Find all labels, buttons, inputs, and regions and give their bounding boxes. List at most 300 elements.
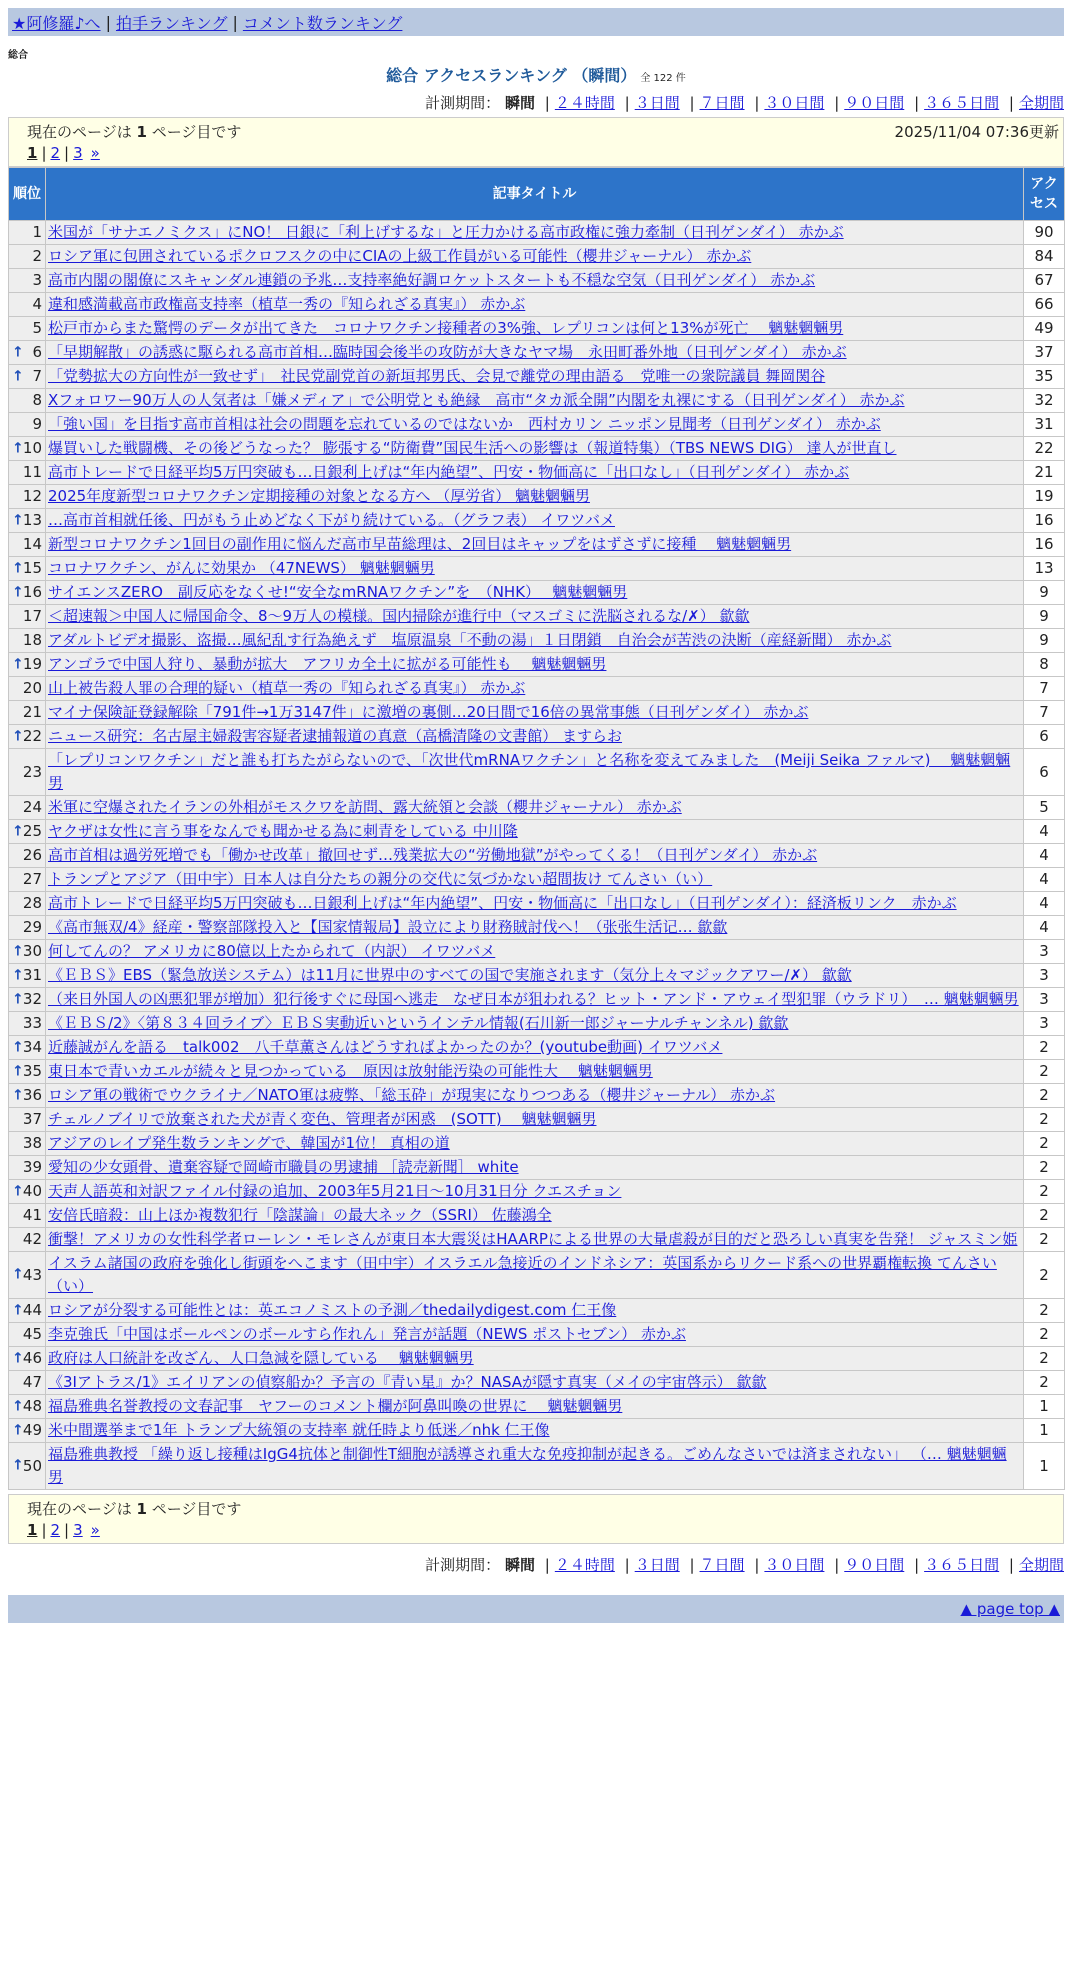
access-count: 19: [1024, 485, 1065, 509]
access-count: 2: [1024, 1371, 1065, 1395]
page-next[interactable]: »: [90, 144, 100, 162]
title-cell: [46, 701, 1024, 725]
access-count: 1: [1024, 1419, 1065, 1443]
article-link[interactable]: 違和感満載高市政権高支持率（植草一秀の『知られざる真実』） 赤かぶ: [48, 295, 526, 313]
period-30d[interactable]: ３０日間: [764, 1556, 825, 1574]
title-cell: [46, 1395, 1024, 1419]
rank-cell: [9, 868, 46, 892]
up-arrow-icon: ↑: [12, 512, 24, 528]
page-current: 1: [27, 1521, 38, 1539]
table-row: [9, 701, 1065, 725]
article-link[interactable]: 山上被告殺人罪の合理的疑い（植草一秀の『知られざる真実』） 赤かぶ: [48, 679, 526, 697]
article-link[interactable]: アジアのレイプ発生数ランキングで、韓国が1位！ 真相の道: [48, 1134, 450, 1152]
period-365d[interactable]: ３６５日間: [924, 1556, 1000, 1574]
rank-number: 47: [22, 1373, 42, 1391]
rank-cell: [9, 221, 46, 245]
table-row: [9, 749, 1065, 796]
period-current: 瞬間: [504, 1556, 535, 1574]
comment-ranking-link[interactable]: コメント数ランキング: [242, 13, 403, 33]
up-arrow-icon: ↑: [12, 1063, 24, 1079]
title-cell: [46, 1228, 1024, 1252]
access-count: 2: [1024, 1084, 1065, 1108]
article-link[interactable]: 《高市無双/4》経産・警察部隊投入と【国家情報局】設立により財務賊討伐へ！（张张生活记… 歙歙: [48, 918, 728, 936]
rank-number: 34: [22, 1038, 42, 1056]
article-link[interactable]: 李克強氏「中国はボールペンのボールすら作れん」発言が話題（NEWS ポストセブン） 赤かぶ: [48, 1325, 686, 1343]
title-cell: [46, 485, 1024, 509]
up-arrow-icon: ↑: [12, 1087, 24, 1103]
article-link[interactable]: ロシア軍に包囲されているポクロフスクの中にCIAの上級工作員がいる可能性（櫻井ジャーナル） 赤かぶ: [48, 247, 752, 265]
rank-cell: [9, 581, 46, 605]
ranking-rows: [9, 221, 1065, 1490]
table-row: [9, 605, 1065, 629]
period-selector-bottom: 計測期間： 瞬間 | ２４時間 | ３日間 | ７日間 | ３０日間 | ９０日間 | ３６５日間 | 全期間: [425, 1556, 1064, 1574]
rank-number: 37: [22, 1110, 42, 1128]
article-link[interactable]: サイエンスZERO 副反応をなくせ!“安全なmRNAワクチン”を （NHK） 魑魅魍魎男: [48, 583, 628, 601]
access-count: 4: [1024, 916, 1065, 940]
pager-panel-top: [8, 117, 1064, 167]
table-row: [9, 1395, 1065, 1419]
col-rank-header: 順位: [9, 168, 46, 221]
table-row: [9, 653, 1065, 677]
rank-cell: [9, 1060, 46, 1084]
article-link[interactable]: イスラム諸国の政府を強化し街頭をへこます（田中宇）イスラエル急接近のインドネシア：英国系からリクード系への世界覇権転換 てんさい（い）: [48, 1254, 997, 1295]
article-link[interactable]: （来日外国人の凶悪犯罪が増加）犯行後すぐに母国へ逃走 なぜ日本が狙われる？ヒット・アンド・アウェイ型犯罪（ウラドリ） … 魑魅魍魎男: [48, 990, 1019, 1008]
access-count: 90: [1024, 221, 1065, 245]
rank-number: 14: [22, 535, 42, 553]
period-3d[interactable]: ３日間: [634, 1556, 680, 1574]
up-arrow-icon: ↑: [12, 1398, 24, 1414]
access-count: 2: [1024, 1036, 1065, 1060]
table-row: [9, 1132, 1065, 1156]
article-link[interactable]: アンゴラで中国人狩り、暴動が拡大 アフリカ全土に拡がる可能性も 魑魅魍魎男: [48, 655, 607, 673]
title-cell: [46, 892, 1024, 916]
access-count: 4: [1024, 820, 1065, 844]
access-count: 2: [1024, 1323, 1065, 1347]
rank-number: 20: [22, 679, 42, 697]
col-title-header: 記事タイトル: [46, 168, 1024, 221]
article-link[interactable]: 「レプリコンワクチン」だと誰も打ちたがらないので、「次世代mRNAワクチン」と名称を変えてみました (Meiji Seika ファルマ) 魑魅魍魎男: [48, 751, 1011, 792]
access-count: 66: [1024, 293, 1065, 317]
access-count: 9: [1024, 605, 1065, 629]
col-access-header: アクセス: [1024, 168, 1065, 221]
article-link[interactable]: …高市首相就任後、円がもう止めどなく下がり続けている。（グラフ表） イワツバメ: [48, 511, 615, 529]
rank-cell: [9, 341, 46, 365]
rank-cell: [9, 317, 46, 341]
article-link[interactable]: コロナワクチン、がんに効果か （47NEWS） 魑魅魍魎男: [48, 559, 435, 577]
access-count: 8: [1024, 653, 1065, 677]
item-count: 全 122 件: [640, 73, 686, 84]
title-cell: [46, 413, 1024, 437]
table-row: [9, 1299, 1065, 1323]
table-row: [9, 1012, 1065, 1036]
article-link[interactable]: アダルトビデオ撮影、盗撮…風紀乱す行為絶えず 塩原温泉「不動の湯」１日閉鎖 自治会が苦渋の決断（産経新聞） 赤かぶ: [48, 631, 892, 649]
access-count: 3: [1024, 940, 1065, 964]
rank-cell: [9, 1012, 46, 1036]
period-90d[interactable]: ９０日間: [844, 94, 905, 112]
title-cell: [46, 1036, 1024, 1060]
title-cell: [46, 1132, 1024, 1156]
article-link[interactable]: 「早期解散」の誘惑に駆られる高市首相…臨時国会後半の攻防が大きなヤマ場 永田町番外地（日刊ゲンダイ） 赤かぶ: [48, 343, 847, 361]
rank-number: 33: [22, 1014, 42, 1032]
up-arrow-icon: ↑: [12, 1183, 24, 1199]
article-link[interactable]: 衝撃！アメリカの女性科学者ローレン・モレさんが東日本大震災はHAARPによる世界の大量虐殺が目的だと恐ろしい真実を告発！ ジャスミン姫: [48, 1230, 1018, 1248]
table-row: [9, 892, 1065, 916]
title-cell: [46, 916, 1024, 940]
rank-number: 30: [22, 942, 42, 960]
up-arrow-icon: ↑: [12, 728, 24, 744]
article-link[interactable]: マイナ保険証登録解除「791件→1万3147件」に激増の裏側…20日間で16倍の異常事態（日刊ゲンダイ） 赤かぶ: [48, 703, 809, 721]
period-7d[interactable]: ７日間: [699, 1556, 745, 1574]
table-row: [9, 1060, 1065, 1084]
article-link[interactable]: 米中間選挙まで1年 トランプ大統領の支持率 就任時より低迷／nhk 仁王像: [48, 1421, 550, 1439]
access-count: 9: [1024, 581, 1065, 605]
article-link[interactable]: 福島雅典教授 「繰り返し接種はIgG4抗体と制御性T細胞が誘導され重大な免疫抑制が起きる。ごめんなさいでは済まされない」 （… 魑魅魍魎男: [48, 1445, 1007, 1486]
period-all[interactable]: 全期間: [1018, 94, 1064, 112]
up-arrow-icon: ↑: [12, 967, 24, 983]
table-row: [9, 437, 1065, 461]
up-arrow-icon: ↑: [12, 344, 24, 360]
rank-number: 40: [22, 1182, 42, 1200]
rank-number: 27: [22, 870, 42, 888]
access-count: 1: [1024, 1395, 1065, 1419]
page-next[interactable]: »: [90, 1521, 100, 1539]
rank-cell: [9, 461, 46, 485]
title-cell: [46, 1108, 1024, 1132]
up-arrow-icon: ↑: [12, 368, 24, 384]
access-count: 7: [1024, 677, 1065, 701]
rank-cell: [9, 557, 46, 581]
ranking-table: [8, 167, 1065, 1490]
access-count: 2: [1024, 1252, 1065, 1299]
article-link[interactable]: 「強い国」を目指す高市首相は社会の問題を忘れているのではないか 西村カリン ニッポン見聞考（日刊ゲンダイ） 赤かぶ: [48, 415, 881, 433]
rank-number: 22: [22, 727, 42, 745]
title-cell: [46, 940, 1024, 964]
article-link[interactable]: ヤクザは女性に言う事をなんでも聞かせる為に刺青をしている 中川隆: [48, 822, 518, 840]
article-link[interactable]: 愛知の少女頭骨、遺棄容疑で岡崎市職員の男逮捕 ［読売新聞］ white: [48, 1158, 519, 1176]
period-24h[interactable]: ２４時間: [554, 1556, 615, 1574]
period-30d[interactable]: ３０日間: [764, 94, 825, 112]
access-count: 4: [1024, 844, 1065, 868]
up-arrow-icon: ↑: [12, 656, 24, 672]
rank-cell: [9, 437, 46, 461]
page-status-bottom: 現在のページは 1 ページ目です: [27, 1499, 242, 1518]
article-link[interactable]: 安倍氏暗殺：山上ほか複数犯行「陰謀論」の最大ネック（SSRI） 佐藤鴻全: [48, 1206, 552, 1224]
title-cell: [46, 1419, 1024, 1443]
access-count: 2: [1024, 1132, 1065, 1156]
title-cell: [46, 844, 1024, 868]
article-link[interactable]: 福島雅典名誉教授の文春記事 ヤフーのコメント欄が阿鼻叫喚の世界に 魑魅魍魎男: [48, 1397, 623, 1415]
rank-cell: [9, 1180, 46, 1204]
rank-cell: [9, 485, 46, 509]
article-link[interactable]: 《ＥＢＳ》EBS（緊急放送システム）は11月に世界中のすべての国で実施されます（気分上々マジックアワー/✗） 歙歙: [48, 966, 852, 984]
footer-bar: [8, 1595, 1064, 1623]
table-row: [9, 509, 1065, 533]
table-row: [9, 796, 1065, 820]
title-cell: [46, 461, 1024, 485]
access-count: 2: [1024, 1228, 1065, 1252]
page-link-3[interactable]: 3: [73, 1521, 83, 1539]
access-count: 3: [1024, 988, 1065, 1012]
article-link[interactable]: 爆買いした戦闘機、その後どうなった？ 膨張する“防衛費”国民生活への影響は（報道特集）（TBS NEWS DIG） 達人が世直し: [48, 439, 897, 457]
rank-cell: [9, 1228, 46, 1252]
article-link[interactable]: 2025年度新型コロナワクチン定期接種の対象となる方へ （厚労省） 魑魅魍魎男: [48, 487, 590, 505]
table-row: [9, 988, 1065, 1012]
access-count: 21: [1024, 461, 1065, 485]
period-24h[interactable]: ２４時間: [554, 94, 615, 112]
access-count: 6: [1024, 749, 1065, 796]
page-link-2[interactable]: 2: [50, 1521, 61, 1539]
rank-number: 2: [32, 247, 42, 265]
table-row: [9, 1108, 1065, 1132]
access-count: 16: [1024, 533, 1065, 557]
rank-cell: [9, 245, 46, 269]
title-cell: [46, 1012, 1024, 1036]
article-link[interactable]: 高市首相は過労死増でも「働かせ改革」撤回せず…残業拡大の“労働地獄”がやってくる！（日刊ゲンダイ） 赤かぶ: [48, 846, 818, 864]
rank-number: 36: [22, 1086, 42, 1104]
article-link[interactable]: 米軍に空爆されたイランの外相がモスクワを訪問、露大統領と会談（櫻井ジャーナル） 赤かぶ: [48, 798, 682, 816]
rank-cell: [9, 269, 46, 293]
access-count: 32: [1024, 389, 1065, 413]
title-cell: [46, 437, 1024, 461]
rank-cell: [9, 749, 46, 796]
clap-ranking-link[interactable]: 拍手ランキング: [115, 13, 228, 33]
access-count: 22: [1024, 437, 1065, 461]
rank-cell: [9, 1371, 46, 1395]
article-link[interactable]: 米国が「サナエノミクス」にNO！ 日銀に「利上げするな」と圧力かける高市政権に強力牽制（日刊ゲンダイ） 赤かぶ: [48, 223, 844, 241]
rank-cell: [9, 916, 46, 940]
period-365d[interactable]: ３６５日間: [924, 94, 1000, 112]
access-count: 67: [1024, 269, 1065, 293]
title-cell: [46, 820, 1024, 844]
rank-number: 31: [22, 966, 42, 984]
table-row: [9, 1419, 1065, 1443]
table-row: [9, 461, 1065, 485]
title-cell: [46, 317, 1024, 341]
title-cell: [46, 557, 1024, 581]
access-count: 35: [1024, 365, 1065, 389]
rank-number: 11: [22, 463, 42, 481]
article-link[interactable]: 天声人語英和対訳ファイル付録の追加、2003年5月21日〜10月31日分 クエスチョン: [48, 1182, 622, 1200]
rank-number: 43: [22, 1265, 42, 1284]
article-link[interactable]: ＜超速報＞中国人に帰国命令、8〜9万人の模様。国内掃除が進行中（マスゴミに洗脳されるな/✗） 歙歙: [48, 607, 750, 625]
article-link[interactable]: 東日本で青いカエルが続々と見つかっている 原因は放射能汚染の可能性大 魑魅魍魎男: [48, 1062, 653, 1080]
rank-number: 45: [22, 1325, 42, 1343]
article-link[interactable]: 近藤誠がんを語る talk002 八千草薫さんはどうすればよかったのか？(youtube動画) イワツバメ: [48, 1038, 723, 1056]
title-cell: [46, 293, 1024, 317]
title-cell: [46, 221, 1024, 245]
rank-number: 25: [22, 822, 42, 840]
article-link[interactable]: 高市トレードで日経平均5万円突破も…日銀利上げは“年内絶望”、円安・物価高に「出口なし」（日刊ゲンダイ）：経済板リンク 赤かぶ: [48, 894, 957, 912]
rank-number: 1: [32, 223, 42, 241]
title-cell: [46, 988, 1024, 1012]
article-link[interactable]: ニュース研究：名古屋主婦殺害容疑者逮捕報道の真意（高橋清隆の文書館） ますらお: [48, 727, 623, 745]
rank-cell: [9, 1252, 46, 1299]
title-cell: [46, 1347, 1024, 1371]
article-link[interactable]: Xフォロワー90万人の人気者は「嫌メディア」で公明党とも絶縁 高市“タカ派全開”内閣を丸裸にする（日刊ゲンダイ） 赤かぶ: [48, 391, 905, 409]
rank-number: 17: [22, 607, 42, 625]
rank-number: 16: [22, 583, 42, 601]
article-link[interactable]: 新型コロナワクチン1回目の副作用に悩んだ高市早苗総理は、2回目はキャップをはずさずに接種 魑魅魍魎男: [48, 535, 792, 553]
rank-cell: [9, 389, 46, 413]
rank-number: 21: [22, 703, 42, 721]
title-cell: [46, 1084, 1024, 1108]
title-cell: [46, 581, 1024, 605]
title-cell: [46, 796, 1024, 820]
rank-number: 5: [32, 319, 42, 337]
rank-cell: [9, 1108, 46, 1132]
rank-number: 8: [32, 391, 42, 409]
access-count: 4: [1024, 892, 1065, 916]
article-link[interactable]: 高市内閣の閣僚にスキャンダル連鎖の予兆…支持率絶好調ロケットスタートも不穏な空気（日刊ゲンダイ） 赤かぶ: [48, 271, 816, 289]
article-link[interactable]: ロシアが分裂する可能性とは：英エコノミストの予測／thedailydigest.com 仁王像: [48, 1301, 617, 1319]
pager: 1 | 2 | 3 »: [27, 144, 100, 162]
access-count: 1: [1024, 1443, 1065, 1490]
article-link[interactable]: 松戸市からまた驚愕のデータが出てきた コロナワクチン接種者の3%強、レプリコンは何と13%が死亡 魑魅魍魎男: [48, 319, 844, 337]
article-link[interactable]: ロシア軍の戦術でウクライナ／NATO軍は疲弊、「総玉砕」が現実になりつつある（櫻井ジャーナル） 赤かぶ: [48, 1086, 776, 1104]
page-top-link[interactable]: ▲ page top ▲: [960, 1600, 1060, 1618]
rank-cell: [9, 701, 46, 725]
table-row: [9, 533, 1065, 557]
top-nav: [8, 8, 1064, 36]
title-cell: [46, 1156, 1024, 1180]
separator: |: [232, 12, 238, 32]
title-cell: [46, 533, 1024, 557]
rank-number: 19: [22, 655, 42, 673]
table-row: [9, 581, 1065, 605]
page-link-2[interactable]: 2: [50, 144, 61, 162]
period-7d[interactable]: ７日間: [699, 94, 745, 112]
rank-cell: [9, 293, 46, 317]
rank-number: 48: [22, 1397, 42, 1415]
access-count: 4: [1024, 868, 1065, 892]
article-link[interactable]: チェルノブイリで放棄された犬が青く変色、管理者が困惑 (SOTT) 魑魅魍魎男: [48, 1110, 597, 1128]
period-all[interactable]: 全期間: [1018, 1556, 1064, 1574]
rank-cell: [9, 892, 46, 916]
title-cell: [46, 1204, 1024, 1228]
table-row: [9, 221, 1065, 245]
pager-bottom: 1 | 2 | 3 »: [27, 1521, 100, 1539]
title-cell: [46, 1443, 1024, 1490]
table-row: [9, 868, 1065, 892]
title-cell: [46, 749, 1024, 796]
table-row: [9, 1252, 1065, 1299]
access-count: 6: [1024, 725, 1065, 749]
title-cell: [46, 629, 1024, 653]
rank-number: 13: [22, 511, 42, 529]
table-row: [9, 317, 1065, 341]
up-arrow-icon: ↑: [12, 560, 24, 576]
table-row: [9, 629, 1065, 653]
table-row: [9, 1228, 1065, 1252]
rank-number: 39: [22, 1158, 42, 1176]
title-cell: [46, 1371, 1024, 1395]
table-row: [9, 485, 1065, 509]
table-row: [9, 1443, 1065, 1490]
rank-cell: [9, 653, 46, 677]
up-arrow-icon: ↑: [12, 1266, 24, 1283]
period-90d[interactable]: ９０日間: [844, 1556, 905, 1574]
title-cell: [46, 725, 1024, 749]
home-link[interactable]: ★阿修羅♪へ: [12, 13, 101, 33]
rank-cell: [9, 844, 46, 868]
page-status: 現在のページは 1 ページ目です: [27, 122, 242, 141]
title-cell: [46, 964, 1024, 988]
access-count: 9: [1024, 629, 1065, 653]
article-link[interactable]: 《ＥＢＳ/2》〈第８３４回ライブ〉ＥＢＳ実動近いというインテル情報(石川新一郎ジャーナルチャンネル) 歙歙: [48, 1014, 789, 1032]
title-cell: [46, 677, 1024, 701]
up-arrow-icon: ↑: [12, 943, 24, 959]
up-arrow-icon: ↑: [12, 1039, 24, 1055]
title-cell: [46, 868, 1024, 892]
rank-number: 42: [22, 1230, 42, 1248]
rank-number: 35: [22, 1062, 42, 1080]
table-row: [9, 341, 1065, 365]
access-count: 3: [1024, 1012, 1065, 1036]
table-row: [9, 1347, 1065, 1371]
table-row: [9, 413, 1065, 437]
article-link[interactable]: 「党勢拡大の方向性が一致せず」 社民党副党首の新垣邦男氏、会見で離党の理由語る 党唯一の衆院議員 舞岡関谷: [48, 367, 826, 385]
period-3d[interactable]: ３日間: [634, 94, 680, 112]
rank-number: 6: [32, 343, 42, 361]
table-row: [9, 677, 1065, 701]
rank-number: 23: [22, 762, 42, 781]
table-row: [9, 1323, 1065, 1347]
separator: |: [105, 12, 111, 32]
access-count: 2: [1024, 1156, 1065, 1180]
pager-panel-bottom: [8, 1494, 1064, 1544]
rank-number: 44: [22, 1301, 42, 1319]
rank-number: 29: [22, 918, 42, 936]
table-row: [9, 389, 1065, 413]
table-row: [9, 269, 1065, 293]
title-cell: [46, 509, 1024, 533]
rank-cell: [9, 1419, 46, 1443]
rank-number: 9: [32, 415, 42, 433]
table-row: [9, 916, 1065, 940]
rank-cell: [9, 677, 46, 701]
table-row: [9, 245, 1065, 269]
rank-number: 41: [22, 1206, 42, 1224]
rank-cell: [9, 1132, 46, 1156]
rank-number: 49: [22, 1421, 42, 1439]
rank-number: 7: [32, 367, 42, 385]
rank-number: 50: [22, 1456, 42, 1475]
access-count: 49: [1024, 317, 1065, 341]
up-arrow-icon: ↑: [12, 1422, 24, 1438]
title-cell: [46, 1323, 1024, 1347]
access-count: 2: [1024, 1204, 1065, 1228]
table-row: [9, 365, 1065, 389]
rank-number: 18: [22, 631, 42, 649]
page-link-3[interactable]: 3: [73, 144, 83, 162]
period-label: 計測期間：: [425, 94, 501, 112]
table-row: [9, 1156, 1065, 1180]
rank-cell: [9, 533, 46, 557]
article-link[interactable]: 政府は人口統計を改ざん、人口急減を隠している 魑魅魍魎男: [48, 1349, 474, 1367]
rank-cell: [9, 1395, 46, 1419]
title-cell: [46, 341, 1024, 365]
title-cell: [46, 389, 1024, 413]
article-link[interactable]: 高市トレードで日経平均5万円突破も…日銀利上げは“年内絶望”、円安・物価高に「出口なし」（日刊ゲンダイ） 赤かぶ: [48, 463, 850, 481]
access-count: 2: [1024, 1060, 1065, 1084]
up-arrow-icon: ↑: [12, 1457, 24, 1474]
rank-cell: [9, 1084, 46, 1108]
article-link[interactable]: 《3Iアトラス/1》エイリアンの偵察船か？予言の『青い星』か？NASAが隠す真実（メイの宇宙啓示） 歙歙: [48, 1373, 767, 1391]
article-link[interactable]: トランプとアジア（田中宇）日本人は自分たちの親分の交代に気づかない超間抜け てんさい（い）: [48, 870, 713, 888]
rank-cell: [9, 725, 46, 749]
article-link[interactable]: 何してんの？ アメリカに80億以上たかられて（内訳） イワツバメ: [48, 942, 496, 960]
table-row: [9, 964, 1065, 988]
